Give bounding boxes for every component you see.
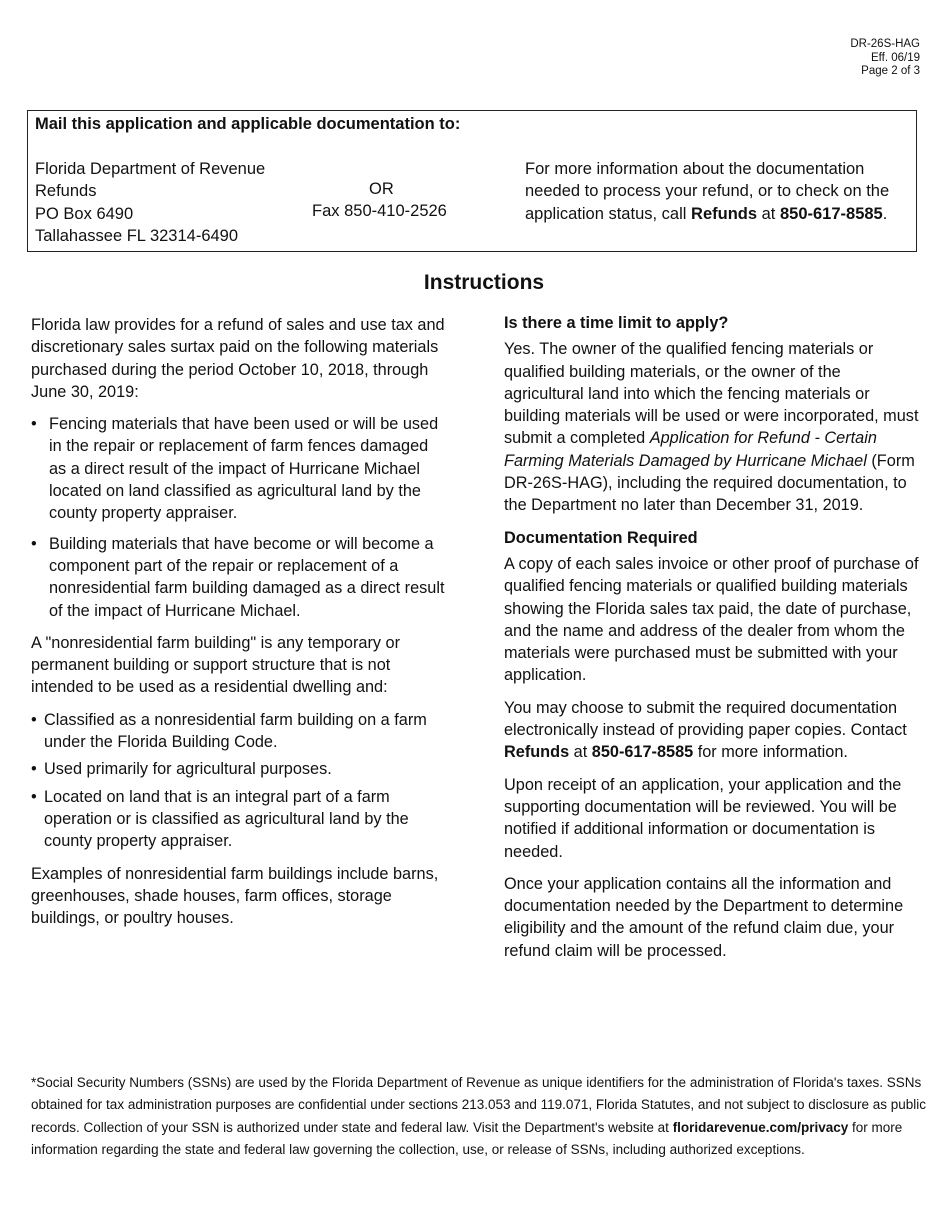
fax-number: Fax 850-410-2526 (312, 202, 447, 220)
at-word: at (761, 204, 776, 223)
bullet-icon: • (31, 710, 37, 729)
ssn-footnote (31, 1072, 931, 1162)
list-item (31, 709, 446, 754)
receipt-paragraph: Upon receipt of an application, your application and the supporting documentation will be reviewed. You will be notified if additional information or documentation is needed. (504, 775, 902, 861)
address-line: PO Box 6490 (35, 204, 134, 223)
footnote-text-2: for more information regarding the state and federal law governing the collection, use, or release of SSNs, including authorized exceptions. (31, 1119, 903, 1158)
materials-list (31, 413, 446, 622)
right-column (504, 312, 924, 972)
electronic-text: You may choose to submit the required documentation electronically instead of providing paper copies. Contact (504, 698, 907, 740)
bullet-icon: • (31, 415, 37, 434)
form-effective-date: Eff. 06/19 (870, 51, 920, 64)
form-code: DR-26S-HAG (850, 38, 920, 50)
form-identifier (850, 38, 920, 79)
electronic-paragraph (504, 697, 924, 764)
at-word: at (573, 743, 588, 762)
instructions-title: Instructions (423, 271, 545, 294)
refunds-phone: 850-617-8585 (591, 743, 694, 762)
list-item-text: Used primarily for agricultural purposes. (44, 760, 332, 779)
time-limit-text-2: (Form DR-26S-HAG), including the required documentation, to the Department no later than December 31, 2019. (504, 451, 915, 515)
mail-heading: Mail this application and applicable documentation to: (35, 115, 461, 133)
list-item (31, 758, 446, 780)
footnote-text: *Social Security Numbers (SSNs) are used by the Florida Department of Revenue as unique identifiers for the administration of Florida's taxes. SSNs obtained for tax administration purposes are confidential under sections 213.053 and 119.071, Florida Statutes, and not subject to disclosure as public records. Collection of your SSN is authorized under state and federal law. Visit the Department's website at (31, 1075, 927, 1135)
list-item-text: Fencing materials that have been used or will be used in the repair or replacement of farm fences damaged as a direct result of the impact of Hurricane Michael located on land classified as agricultural land by the county property appraiser. (49, 415, 439, 523)
period: . (882, 204, 888, 223)
documentation-paragraph: A copy of each sales invoice or other proof of purchase of qualified fencing materials or qualified building materials showing the Florida sales tax paid, the date of purchase, and the name and address of the dealer from whom the materials were purchased must be submitted with your application. (504, 554, 919, 685)
examples-paragraph: Examples of nonresidential farm buildings include barns, greenhouses, shade houses, farm offices, storage buildings, or poultry houses. (31, 864, 439, 928)
list-item-text: Classified as a nonresidential farm building on a farm under the Florida Building Code. (44, 710, 427, 752)
or-separator: OR (369, 180, 394, 198)
form-title: Application for Refund - Certain Farming Materials Damaged by Hurricane Michael (504, 429, 877, 470)
intro-paragraph: Florida law provides for a refund of sales and use tax and discretionary sales surtax paid on the following materials purchased during the period October 10, 2018, through June 30, 2019: (31, 316, 445, 401)
processing-paragraph: Once your application contains all the information and documentation needed by the Department to determine eligibility and the amount of the refund claim due, your refund claim will be processed. (504, 874, 904, 960)
refunds-phone: 850-617-8585 (779, 204, 883, 223)
refunds-label: Refunds (691, 204, 758, 223)
bullet-icon: • (31, 787, 37, 806)
mailing-address (35, 158, 265, 247)
mailing-info-box (27, 110, 917, 252)
electronic-text-2: for more information. (697, 743, 848, 762)
definition-paragraph: A "nonresidential farm building" is any temporary or permanent building or support structure that is not intended to be used as a residential dwelling and: (31, 633, 401, 697)
bullet-icon: • (31, 534, 37, 553)
bullet-icon: • (31, 760, 37, 779)
time-limit-paragraph (504, 338, 924, 516)
list-item (31, 413, 446, 524)
address-line: Tallahassee FL 32314-6490 (35, 226, 239, 245)
list-item (31, 786, 446, 853)
documentation-heading: Documentation Required (504, 528, 698, 547)
more-info-text (525, 158, 911, 225)
criteria-list (31, 709, 446, 853)
privacy-url[interactable]: floridarevenue.com/privacy (672, 1119, 849, 1135)
page-number: Page 2 of 3 (861, 65, 920, 77)
left-column (31, 314, 446, 939)
time-limit-heading: Is there a time limit to apply? (504, 314, 729, 332)
list-item-text: Building materials that have become or will become a component part of the repair or replacement of a nonresidential farm building damaged as a direct result of the impact of Hurricane Michael. (49, 534, 445, 620)
refunds-label: Refunds (504, 743, 570, 762)
more-info-body: For more information about the documentation needed to process your refund, or to check on the application status, call (525, 160, 890, 223)
address-line: Refunds (35, 182, 97, 201)
address-line: Florida Department of Revenue (35, 160, 266, 178)
list-item (31, 533, 446, 622)
time-limit-text: Yes. The owner of the qualified fencing materials or qualified building materials, or the owner of the agricultural land into which the fencing materials or building materials will be used or were incorporated, must submit a completed (504, 340, 919, 448)
list-item-text: Located on land that is an integral part of a farm operation or is classified as agricultural land by the county property appraiser. (44, 787, 409, 851)
